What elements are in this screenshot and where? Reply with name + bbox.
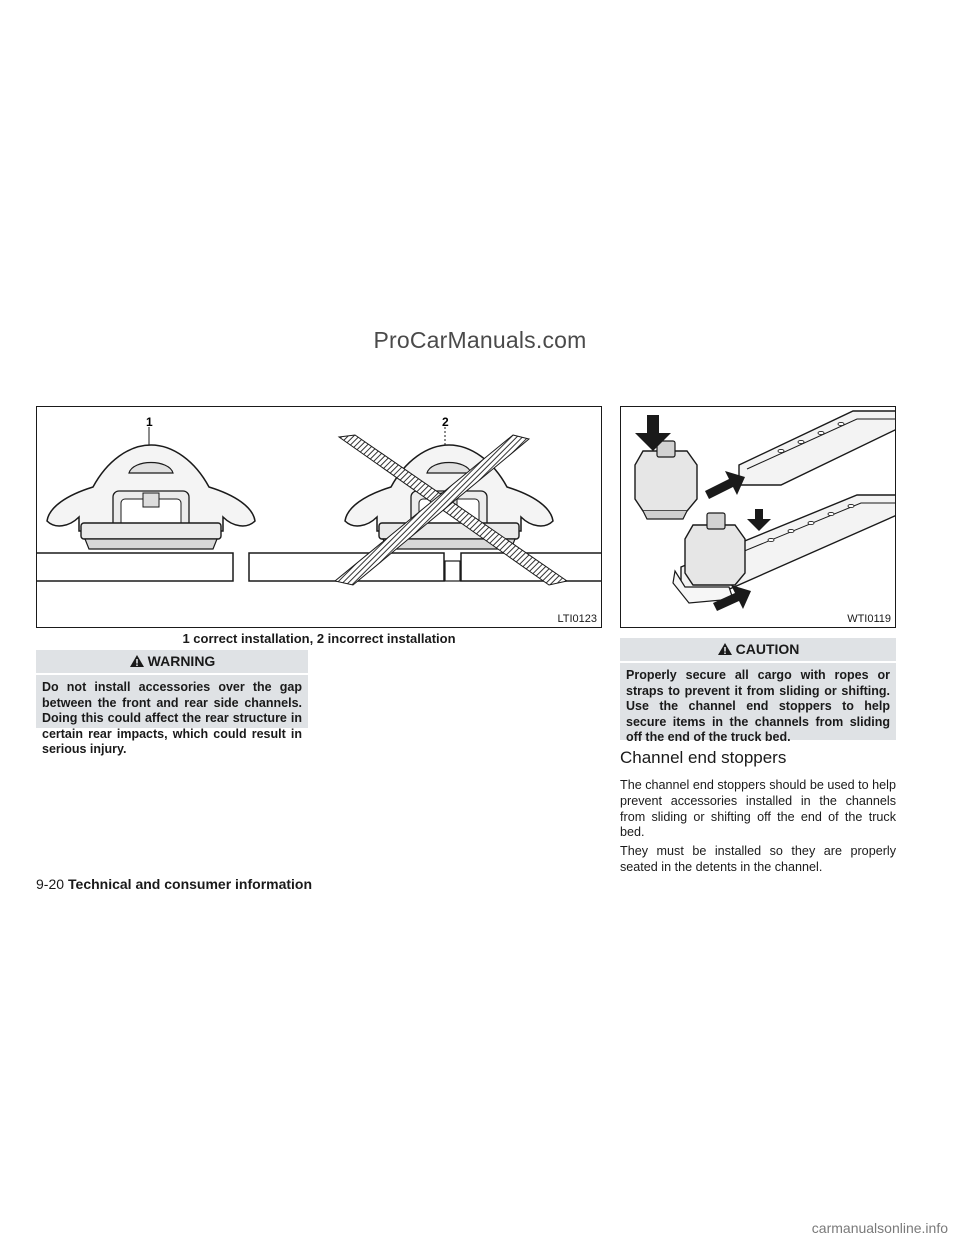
paragraph: They must be installed so they are properly seated in the detents in the channel. xyxy=(620,844,896,874)
caution-text: Properly secure all cargo with ropes or straps to prevent it from sliding or shifting. Use the channel end stoppers to help secure items in the channels from sliding off the end of the truck bed. xyxy=(626,668,890,745)
figure-channel-end-stoppers xyxy=(620,406,896,628)
stopper-upper xyxy=(635,441,697,519)
caution-heading xyxy=(620,638,896,663)
cleat-correct xyxy=(47,427,255,549)
cleat-illustration xyxy=(37,407,602,628)
warning-text: Do not install accessories over the gap between the front and rear side channels. Doing this could affect the rear structure in certain rear impacts, which could result in serious injury. xyxy=(42,680,302,757)
warning-icon xyxy=(129,654,145,668)
callout-1: 1 xyxy=(146,415,153,429)
warning-box xyxy=(36,650,308,757)
site-watermark: carmanualsonline.info xyxy=(811,1220,948,1236)
rail-left xyxy=(37,553,233,581)
figure-code: WTI0119 xyxy=(847,613,891,625)
stopper-illustration xyxy=(621,407,896,628)
paragraph: The channel end stoppers should be used to help prevent accessories installed in the channels from sliding or shifting off the end of the truck bed. xyxy=(620,778,896,840)
section-title: Channel end stoppers xyxy=(620,748,787,767)
page-number: 9-20 xyxy=(36,876,65,892)
callout-2: 2 xyxy=(442,415,449,429)
caution-heading-text: CAUTION xyxy=(735,641,800,657)
chapter-title: Technical and consumer information xyxy=(68,876,313,892)
warning-heading xyxy=(36,650,308,675)
caution-box xyxy=(620,638,896,745)
figure-caption: 1 correct installation, 2 incorrect installation xyxy=(182,631,456,646)
figure-cleat-installation xyxy=(36,406,602,628)
figure-code: LTI0123 xyxy=(557,613,597,625)
page-footer xyxy=(36,876,312,892)
watermark: ProCarManuals.com xyxy=(373,327,587,353)
caution-icon xyxy=(717,642,733,656)
warning-heading-text: WARNING xyxy=(147,653,216,669)
